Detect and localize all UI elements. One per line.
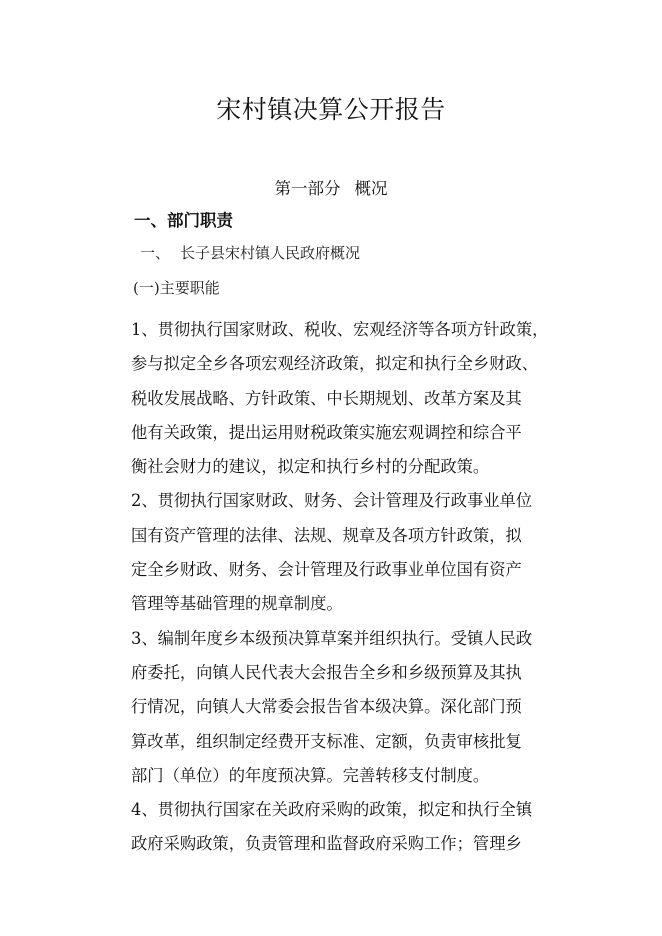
body-line: 政府采购政策，负责管理和监督政府采购工作；管理乡 [131,834,522,854]
body-line: 定全乡财政、财务、会计管理及行政事业单位国有资产 [131,560,522,580]
section-heading: 一、部门职责 [134,211,233,230]
body-line: 税收发展战略、方针政策、中长期规划、改革方案及其 [131,388,522,408]
part-title [0,175,662,199]
body-line: 2、贯彻执行国家财政、财务、会计管理及行政事业单位 [131,491,533,511]
body-line: 行情况，向镇人大常委会报告省本级决算。深化部门预 [131,697,522,717]
body-line: 府委托，向镇人民代表大会报告全乡和乡级预算及其执 [131,662,522,682]
part-name: 概况 [354,179,388,198]
body-line: 他有关政策，提出运用财税政策实施宏观调控和综合平 [131,422,522,442]
body-line: 部门（单位）的年度预决算。完善转移支付制度。 [131,765,490,785]
body-text [131,313,571,862]
body-line: 1、贯彻执行国家财政、税收、宏观经济等各项方针政策， [131,320,549,339]
functions-heading: (一)主要职能 [133,279,220,297]
body-line: 管理等基础管理的规章制度。 [131,594,343,614]
sub-heading-text: 长子县宋村镇人民政府概况 [180,244,361,262]
body-line: 国有资产管理的法律、法规、规章及各项方针政策，拟 [131,525,522,545]
body-line: 3、编制年度乡本级预决算草案并组织执行。受镇人民政 [131,628,533,648]
sub-heading-number: 一、 [140,244,171,262]
body-line: 4、贯彻执行国家在关政府采购的政策，拟定和执行全镇 [131,800,533,820]
body-line: 算改革，组织制定经费开支标准、定额，负责审核批复 [131,731,522,751]
body-line: 衡社会财力的建议，拟定和执行乡村的分配政策。 [131,457,490,477]
body-line: 参与拟定全乡各项宏观经济政策，拟定和执行全乡财政、 [131,354,539,374]
document-title: 宋村镇决算公开报告 [216,95,446,124]
sub-heading [140,242,360,263]
part-label: 第一部分 [274,179,341,198]
